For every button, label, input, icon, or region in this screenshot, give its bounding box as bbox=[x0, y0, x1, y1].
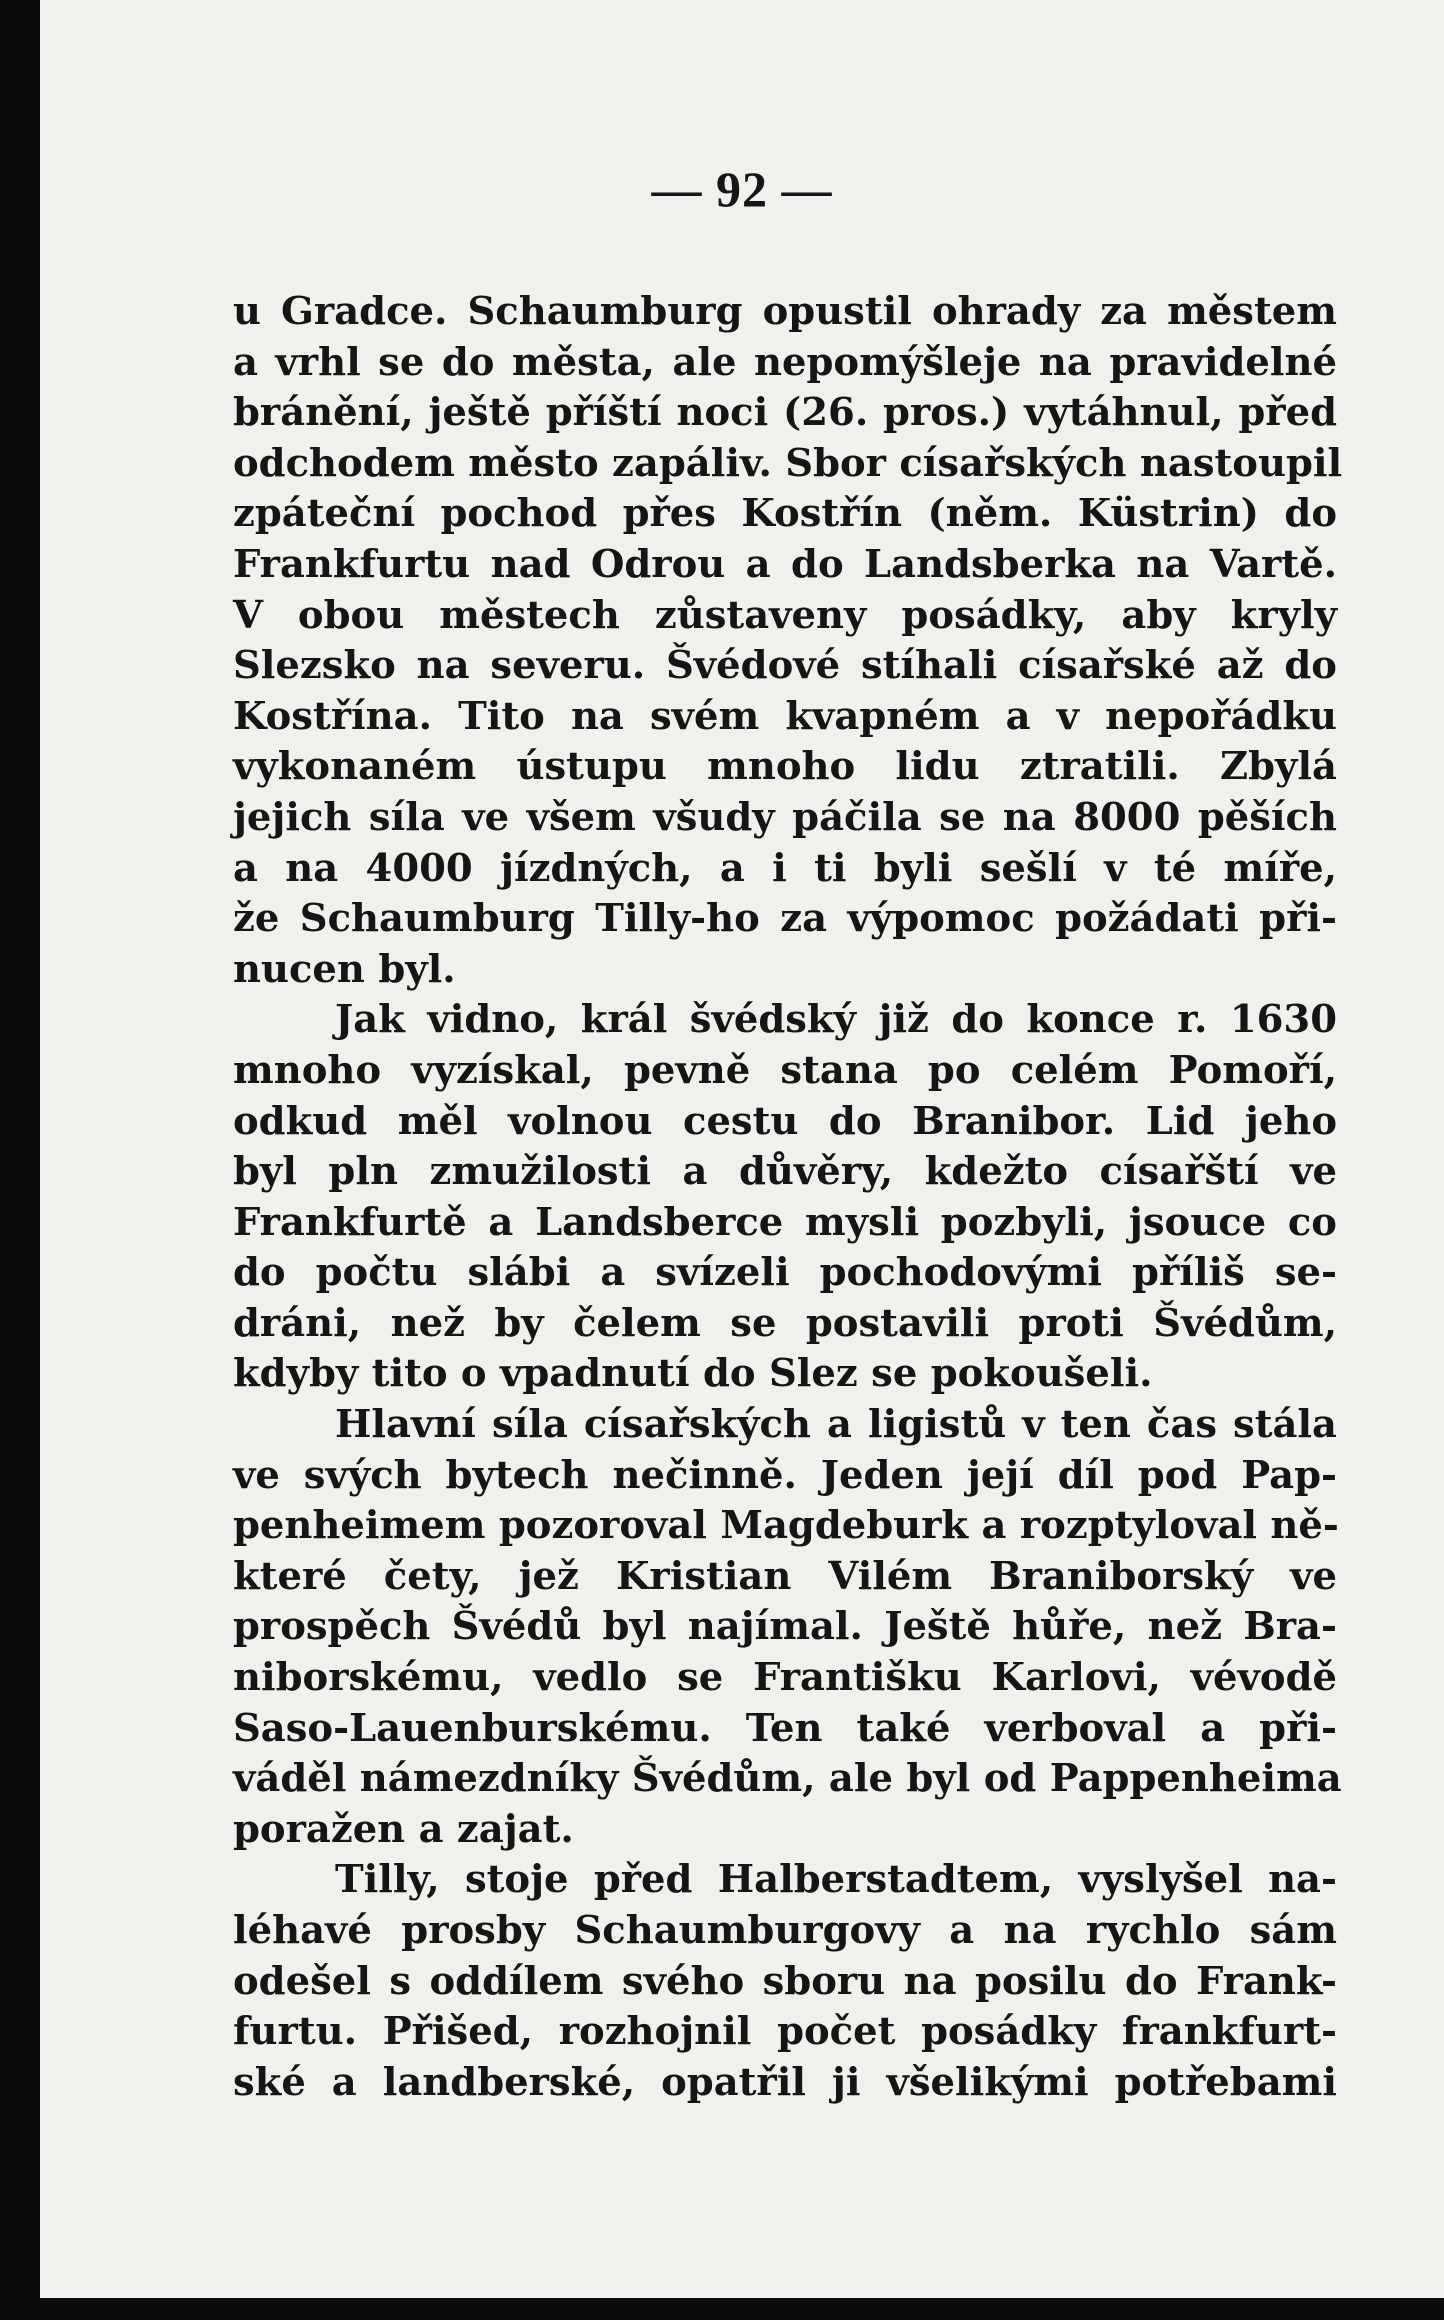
text-line: že Schaumburg Tilly-ho za výpomoc požádati při- bbox=[233, 896, 1337, 942]
text-line: bránění, ještě příští noci (26. pros.) vytáhnul, před bbox=[233, 390, 1337, 436]
body-text bbox=[233, 287, 1343, 2108]
text-line: Tilly, stoje před Halberstadtem, vyslyšel na- bbox=[335, 1857, 1337, 1903]
text-line: zpáteční pochod přes Kostřín (něm. Küstrin) do bbox=[233, 491, 1337, 537]
text-line: prospěch Švédů byl najímal. Ještě hůře, než Bra- bbox=[233, 1604, 1337, 1650]
text-line: kdyby tito o vpadnutí do Slez se pokoušeli. bbox=[233, 1351, 1153, 1397]
text-line: ve svých bytech nečinně. Jeden její díl pod Pap- bbox=[233, 1452, 1337, 1498]
scanned-page bbox=[40, 0, 1444, 2298]
text-line: ské a landberské, opatřil ji všelikými potřebami bbox=[233, 2059, 1337, 2105]
text-line: Hlavní síla císařských a ligistů v ten čas stála bbox=[335, 1402, 1337, 1448]
text-line: odešel s oddílem svého sboru na posilu do Frank- bbox=[233, 1958, 1337, 2004]
text-line: a vrhl se do města, ale nepomýšleje na pravidelné bbox=[233, 339, 1337, 385]
page-number: — 92 — bbox=[651, 161, 833, 217]
text-line: furtu. Přišed, rozhojnil počet posádky frankfurt- bbox=[233, 2009, 1337, 2055]
text-line: penheimem pozoroval Magdeburk a rozptyloval ně- bbox=[233, 1503, 1339, 1549]
text-line: V obou městech zůstaveny posádky, aby kryly bbox=[233, 592, 1337, 638]
text-line: do počtu slábi a svízeli pochodovými příliš se- bbox=[233, 1250, 1337, 1296]
text-line: Slezsko na severu. Švédové stíhali císařské až do bbox=[233, 643, 1337, 689]
text-line: odkud měl volnou cestu do Branibor. Lid jeho bbox=[233, 1098, 1337, 1144]
text-line: vykonaném ústupu mnoho lidu ztratili. Zbylá bbox=[233, 744, 1337, 790]
text-line: které čety, jež Kristian Vilém Braniborský ve bbox=[233, 1553, 1337, 1599]
text-line: nucen byl. bbox=[233, 946, 456, 992]
text-line: poražen a zajat. bbox=[233, 1806, 574, 1852]
text-line: mnoho vyzískal, pevně stana po celém Pomoří, bbox=[233, 1047, 1337, 1093]
text-line: léhavé prosby Schaumburgovy a na rychlo sám bbox=[233, 1908, 1337, 1953]
text-line: Saso-Lauenburskému. Ten také verboval a při- bbox=[233, 1705, 1337, 1751]
text-line: jejich síla ve všem všudy páčila se na 8000 pěších bbox=[233, 794, 1337, 840]
text-line: Frankfurtě a Landsberce mysli pozbyli, jsouce co bbox=[233, 1199, 1337, 1245]
text-line: byl pln zmužilosti a důvěry, kdežto císařští ve bbox=[233, 1149, 1337, 1195]
text-line: váděl námezdníky Švédům, ale byl od Pappenheima bbox=[233, 1756, 1342, 1802]
text-line: niborskému, vedlo se Františku Karlovi, vévodě bbox=[233, 1655, 1337, 1701]
text-line: Jak vidno, král švédský již do konce r. 1630 bbox=[335, 997, 1337, 1043]
text-line: a na 4000 jízdných, a i ti byli sešlí v té míře, bbox=[233, 845, 1337, 891]
text-line: odchodem město zapáliv. Sbor císařských nastoupil bbox=[233, 440, 1343, 486]
text-line: u Gradce. Schaumburg opustil ohrady za městem bbox=[233, 289, 1337, 334]
text-line: Frankfurtu nad Odrou a do Landsberka na Vartě. bbox=[233, 541, 1337, 587]
text-line: dráni, než by čelem se postavili proti Švédům, bbox=[233, 1300, 1337, 1346]
text-line: Kostřína. Tito na svém kvapném a v nepořádku bbox=[233, 693, 1337, 739]
